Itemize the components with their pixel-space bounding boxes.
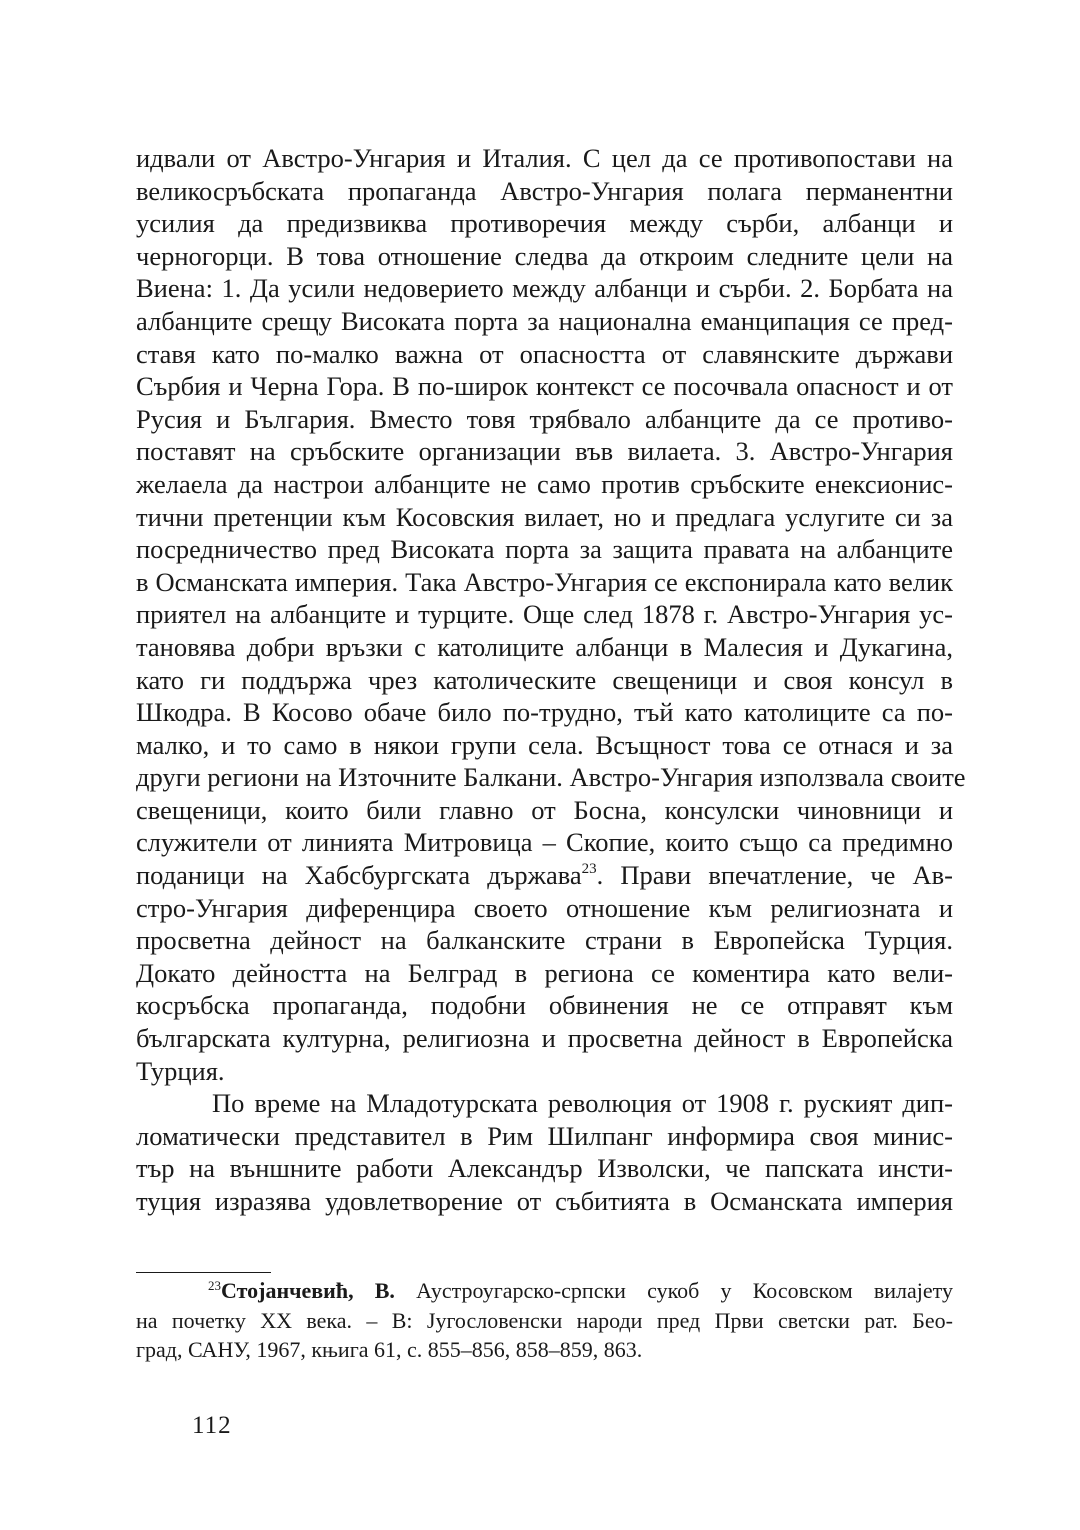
text-line: усилия да предизвиква противоречия между сърби, албанци и <box>136 208 953 239</box>
main-text <box>136 142 966 1218</box>
text-line: идвали от Австро-Унгария и Италия. С цел да се противопостави на <box>136 143 953 173</box>
page-body <box>136 142 966 1218</box>
text-line: Русия и България. Вместо товя трябвало албанците да се противо- <box>136 403 953 434</box>
text-line: туция изразява удовлетворение от събитията в Османската империя <box>136 1186 953 1216</box>
text-line: Шкодра. В Косово обаче било по-трудно, тъй като католиците са по- <box>136 697 953 728</box>
text-line: като ги поддържа чрез католическите свещеници и своя консул в <box>136 664 953 695</box>
text-line: Турция. <box>136 1055 225 1086</box>
text-line: Виена: 1. Да усили недоверието между албанци и сърби. 2. Борбата на <box>136 273 953 304</box>
footnote-text: Аустроугарско-српски сукоб у Косовском вилајету <box>394 1278 953 1303</box>
text-line: По време на Младотурската революция от 1908 г. руският дип- <box>212 1088 953 1119</box>
footnote-line: град, САНУ, 1967, књига 61, с. 855–856, 858–859, 863. <box>136 1337 643 1362</box>
text-line: свещеници, които били главно от Босна, консулски чиновници и <box>136 794 953 825</box>
footnote-number: 23 <box>208 1278 221 1293</box>
text-line: великосръбската пропаганда Австро-Унгария полага перманентни <box>136 175 953 206</box>
text-line: косръбска пропаганда, подобни обвинения не се отправят към <box>136 990 953 1021</box>
text-line: тановява добри връзки с католиците албанци в Малесия и Дукагина, <box>136 631 953 662</box>
text-line: в Османската империя. Така Австро-Унгария се експонирала като велик <box>136 566 953 597</box>
text-line: Сърбия и Черна Гора. В по-широк контекст се посочвала опасност и от <box>136 371 953 402</box>
text-fragment: поданици на Хабсбургската държава <box>136 860 582 891</box>
text-line: тични претенции към Косовския вилает, но и предлага услугите си за <box>136 501 953 532</box>
text-line: Докато дейността на Белград в региона се коментира като вели- <box>136 957 953 988</box>
footnote-line <box>136 1276 953 1306</box>
page-number: 112 <box>192 1412 232 1439</box>
text-line: ломатически представител в Рим Шилпанг информира своя минис- <box>136 1120 953 1151</box>
text-line: служители от линията Митровица – Скопие, които също са предимно <box>136 827 953 858</box>
footnote-reference[interactable]: 23 <box>581 861 597 878</box>
footnote-23 <box>136 1276 953 1365</box>
text-line: желаела да настрои албанците не само против сръбските енексионис- <box>136 468 953 499</box>
paragraph-2 <box>136 1087 953 1217</box>
text-line: българската културна, религиозна и просветна дейност в Европейска <box>136 1023 953 1054</box>
text-line: стро-Унгария диференцира своето отношение към религиозната и <box>136 892 953 923</box>
text-line: поставят на сръбските организации във вилаета. 3. Австро-Унгария <box>136 436 953 467</box>
text-line: тър на външните работи Александър Изволски, че папската инсти- <box>136 1153 953 1184</box>
text-line: други региони на Източните Балкани. Австро-Унгария използвала своите <box>136 762 966 793</box>
text-line: малко, и то само в някои групи села. Всъщност това се отнася и за <box>136 729 953 760</box>
text-line: албанците срещу Високата порта за национална еманципация се пред- <box>136 305 953 336</box>
text-line: ставя като по-малко важна от опасността от славянските държави <box>136 338 953 369</box>
footnote-separator <box>136 1272 271 1273</box>
footnote-line: на почетку XX века. – В: Југословенски народи пред Први светски рат. Бео- <box>136 1307 953 1333</box>
text-fragment: . Прави впечатление, че Ав- <box>596 860 954 891</box>
text-line: черногорци. В това отношение следва да откроим следните цели на <box>136 240 953 271</box>
paragraph-1 <box>136 142 966 1087</box>
text-line: просветна дейност на балканските страни в Европейска Турция. <box>136 925 953 956</box>
footnote-author: Стојанчевић, В. <box>221 1278 395 1303</box>
text-line: посредничество пред Високата порта за защита правата на албанците <box>136 534 953 565</box>
text-line: приятел на албанците и турците. Още след 1878 г. Австро-Унгария ус- <box>136 599 953 630</box>
text-line-with-footnote-ref <box>136 859 953 892</box>
